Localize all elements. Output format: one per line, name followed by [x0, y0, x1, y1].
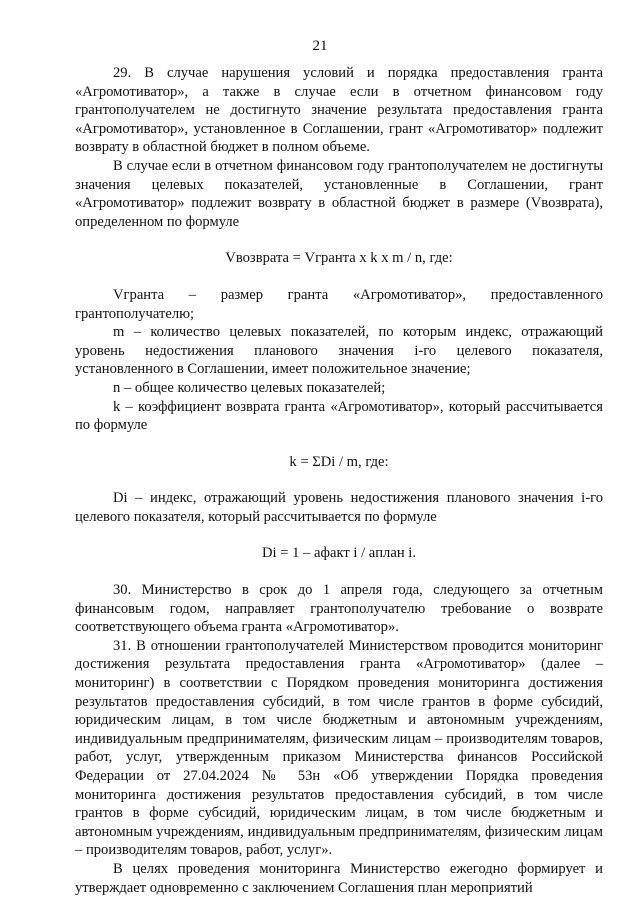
- paragraph-30: 30. Министерство в срок до 1 апреля года, следующего за отчетным финансовым годом, направляет грантополучателю требование о возврате соответствующего объема гранта «Агромотиватор».: [75, 582, 603, 636]
- paragraph-29-return-amount: В случае если в отчетном финансовом году грантополучателем не достигнуты значения целевых показателей, установленные в Соглашении, грант «Агромотиватор» подлежит возврату в областной бюджет в размере (Vвозврата), определенном по формуле: [75, 157, 603, 230]
- definition-n: n – общее количество целевых показателей;: [113, 379, 386, 396]
- definition-di: Di – индекс, отражающий уровень недостижения планового значения i-го целевого показателя, который рассчитывается по формуле: [75, 490, 603, 525]
- definition-k: k – коэффициент возврата гранта «Агромотиватор», который рассчитывается по формуле: [75, 398, 603, 434]
- paragraph-31: 31. В отношении грантополучателей Министерством проводится мониторинг достижения результата предоставления гранта «Агромотиватор» (далее – мониторинг) в соответствии с Порядком проведения мониторинга достижения результатов предоставления субсидий, в том числе грантов в форме субсидий, юридическим лицам, в том числе бюджетным и автономным учреждениям, индивидуальным предпринимателям, физическим лицам – производителям товаров, работ, услуг, утвержденным приказом Министерства финансов Российской Федерации от 27.04.2024 № 53н «Об утверждении Порядка проведения мониторинга достижения результатов предоставления субсидий, в том числе грантов в форме субсидий, юридическим лицам, в том числе бюджетным и автономным учреждениям, индивидуальным предпринимателям, физическим лицам – производителям товаров, работ, услуг».: [75, 637, 603, 859]
- definition-vgranta: Vгранта – размер гранта «Агромотиватор», предоставленного грантополучателю;: [75, 286, 603, 322]
- page-number: 21: [312, 38, 328, 54]
- paragraph-31-monitoring-plan: В целях проведения мониторинга Министерство ежегодно формирует и утверждает одновременно с заключением Соглашения план мероприятий: [75, 860, 603, 896]
- formula-k: k = ΣDi / m, где:: [289, 453, 389, 470]
- formula-return-amount: Vвозврата = Vгранта x k x m / n, где:: [225, 250, 453, 267]
- definition-m: m – количество целевых показателей, по которым индекс, отражающий уровень недостижения планового значения i-го целевого показателя, установленного в Соглашении, имеет положительное значение;: [75, 324, 603, 378]
- document-body: [75, 64, 603, 897]
- formula-di: Di = 1 – aфакт i / aплан i.: [262, 545, 416, 562]
- paragraph-29: 29. В случае нарушения условий и порядка предоставления гранта «Агромотиватор», а также в случае если в отчетном финансовом году грантополучателем не достигнуто значение результата предоставления гранта «Агромотиватор», установленное в Соглашении, грант «Агромотиватор» подлежит возврату в областной бюджет в полном объеме.: [75, 65, 603, 156]
